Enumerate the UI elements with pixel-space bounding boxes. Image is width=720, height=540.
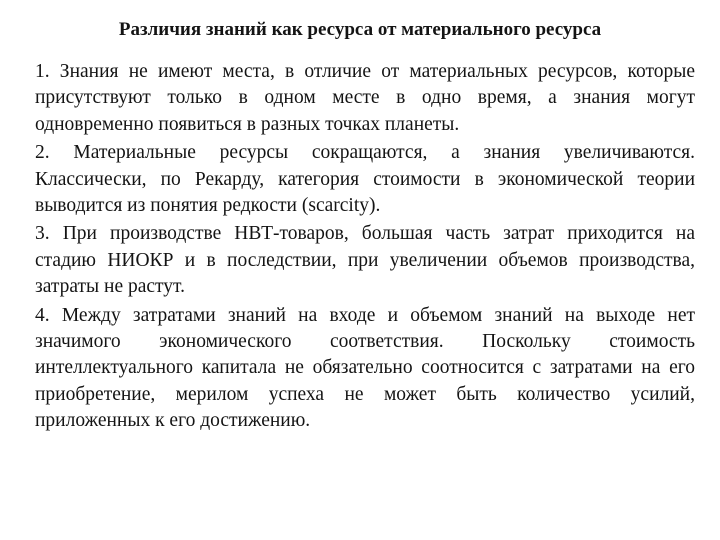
paragraph-4: 4. Между затратами знаний на входе и объемом знаний на выходе нет значимого экономического соответствия. Поскольку стоимость интеллектуального капитала не обязательно соотносится с затратами на его приобретение, мерилом успеха не может быть количество усилий, приложенных к его достижению.	[35, 304, 695, 432]
slide-title: Различия знаний как ресурса от материального ресурса	[118, 19, 602, 40]
paragraph-2: 2. Материальные ресурсы сокращаются, а знания увеличиваются. Классически, по Рекарду, категория стоимости в экономической теории выводится из понятия редкости (scarcity).	[35, 142, 695, 217]
paragraph-1: 1. Знания не имеют места, в отличие от материальных ресурсов, которые присутствуют только в одном месте в одно время, а знания могут одновременно появиться в разных точках планеты.	[35, 61, 695, 135]
slide-body	[35, 59, 695, 437]
paragraph-3: 3. При производстве НВТ-товаров, большая часть затрат приходится на стадию НИОКР и в последствии, при увеличении объемов производства, затраты не растут.	[35, 223, 695, 298]
